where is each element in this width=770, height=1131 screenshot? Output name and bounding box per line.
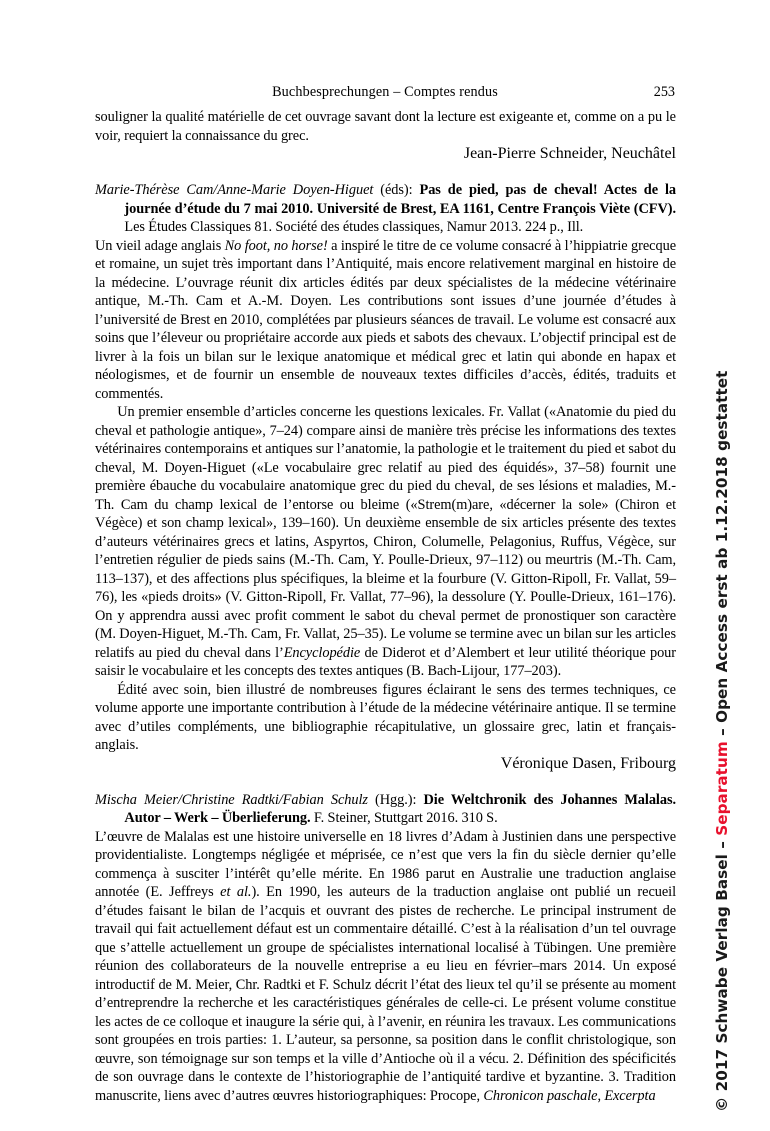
review-2-title: Die Weltchronik des Johannes Malalas. Autor – Werk – Überlieferung.	[124, 791, 676, 826]
review-heading-2	[95, 791, 676, 828]
review-1-byline: Véronique Dasen, Fribourg	[500, 754, 676, 772]
run-italic: Encyclopédie	[283, 644, 361, 661]
text-column	[95, 108, 676, 1105]
run-text: a inspiré le titre de ce volume consacré à l’hippiatrie grecque et romaine, un sujet très important dans l’Antiquité, mais encore relativement marginal en histoire de la médecine. L’ouvrage réunit dix articles édités par deux spécialistes de la médecine vétérinaire antique, M.-Th. Cam et A.-M. Doyen. Les contributions sont issues d’une journée d’études à l’université de Brest en 2010, complétées par plusieurs séances de travail. Le volume est consacré aux soins que l’éleveur ou propriétaire accorde aux pieds et sabots des chevaux. L’objectif principal est de livrer à la fois un bilan sur le lexique anatomique et médical grec et latin qui abonde en hapax et néologismes, et de fournir un ensemble de nouveaux textes difficiles d’accès, édités, traduits et commentés.	[95, 237, 676, 402]
continued-review-paragraph	[95, 108, 676, 145]
review-1-authors: Marie-Thérèse Cam/Anne-Marie Doyen-Higuet	[95, 182, 374, 198]
review-1-role: (éds):	[373, 182, 420, 198]
review-1-paragraph-3	[95, 681, 676, 755]
running-head-title: Buchbesprechungen – Comptes rendus	[272, 84, 498, 100]
review-1-title: Pas de pied, pas de cheval! Actes de la journée d’étude du 7 mai 2010. Université de Brest, EA 1161, Centre François Viète (CFV).	[124, 182, 676, 217]
run-italic: Chronicon paschale	[483, 1087, 598, 1104]
continued-review-text: souligner la qualité matérielle de cet ouvrage savant dont la lecture est exigeante et, comme on a pu le voir, requiert la connaissance du grec.	[95, 109, 676, 144]
page-number: 253	[653, 84, 675, 100]
run-italic: Excerpta	[604, 1087, 656, 1104]
section-gap	[95, 163, 676, 181]
review-heading-1	[95, 181, 676, 237]
section-gap	[95, 773, 676, 791]
run-text: L’œuvre de Malalas est une histoire universelle en 18 livres d’Adam à Justinien dans une perspective providentialiste. Longtemps négligée et méprisée, ce n’est que vers la fin du siècle dernier qu’elle commença à susciter l’intérêt qu’elle mérite. En 1986 parut en Australie une traduction anglaise annotée (E. Jeffreys	[95, 828, 676, 900]
review-2-role: (Hgg.):	[367, 791, 424, 808]
review-2-paragraph-1	[95, 828, 676, 1106]
review-1-byline-row	[95, 755, 676, 773]
review-1-paragraph-2	[95, 403, 676, 681]
running-head	[95, 82, 675, 102]
continued-review-byline-row	[95, 145, 676, 163]
run-italic: No foot, no horse!	[224, 237, 328, 254]
review-2-authors: Mischa Meier/Christine Radtki/Fabian Schulz	[95, 791, 368, 808]
sidenote-separatum-label: Separatum	[713, 741, 731, 836]
continued-review-byline: Jean-Pierre Schneider, Neuchâtel	[463, 145, 676, 162]
run-text: Édité avec soin, bien illustré de nombreuses figures éclairant le sens des termes techniques, ce volume apporte une importante contribution à l’étude de la médecine vétérinaire antique. Il se termine avec d’utiles compléments, une bibliographie récapitulative, un glossaire grec, latin et français-anglais.	[95, 681, 676, 753]
sidenote-prefix: © 2017 Schwabe Verlag Basel –	[713, 835, 731, 1112]
run-italic: et al.	[220, 884, 252, 900]
sidenote-suffix: – Open Access erst ab 1.12.2018 gestattet	[713, 370, 731, 742]
review-1-paragraph-1	[95, 237, 676, 404]
run-text: ). En 1990, les auteurs de la traduction anglaise ont publié un recueil d’études faisant le bilan de l’acquis et ouvrant des pistes de recherche. Le principal instrument de travail qui fait actuellement défaut est un commentaire détaillé. C’est à la réalisation d’un tel ouvrage que s’attelle actuellement un groupe de spécialistes international localisé à Tübingen. Une première réunion des collaborateurs de la nouvelle entreprise a eu lieu en février–mars 2014. Un exposé introductif de M. Meier, Chr. Radtki et F. Schulz décrit l’état des lieux tel qu’il se présente au moment d’entreprendre la recherche et les caractéristiques générales de celle-ci. Le présent volume constitue les actes de ce colloque et inaugure la série qui, à l’avenir, en réunira les travaux. Les communications sont groupées en trois parties: 1. L’auteur, sa personne, sa position dans le conflit christologique, son œuvre, son témoignage sur son temps et la ville d’Antioche où il a vécu. 2. Définition des spécificités de son ouvrage dans le contexte de l’historiographie de l’antiquité tardive et byzantine. 3. Tradition manuscrite, liens avec d’autres œuvres historiographiques: Procope,	[95, 884, 676, 1104]
run-text: de Diderot et d’Alembert et leur utilité théorique pour saisir le vocabulaire et les concepts des textes antiques (B. Bach-Lijour, 177–203).	[95, 644, 676, 679]
review-1-imprint: Les Études Classiques 81. Société des études classiques, Namur 2013. 224 p., Ill.	[124, 219, 584, 235]
review-2-imprint: F. Steiner, Stuttgart 2016. 310 S.	[310, 810, 498, 826]
run-text: Un vieil adage anglais	[95, 237, 225, 254]
run-text: Un premier ensemble d’articles concerne les questions lexicales. Fr. Vallat («Anatomie du pied du cheval et pathologie antique», 7–24) compare ainsi de manière très précise les informations des textes vétérinaires contemporains et antiques sur l’anatomie, la pathologie et le traitement du pied et sabot du cheval, M. Doyen-Higuet («Le vocabulaire grec relatif au pied des équidés», 37–58) fournit une première ébauche du vocabulaire anatomique grec du pied du cheval, de ses lésions et maladies, M.-Th. Cam du champ lexical de l’entorse ou bleime («Strem(m)are, «décerner la sole» (Chiron et Végèce) et son champ lexical», 139–160). Un deuxième ensemble de six articles présente des textes d’auteurs vétérinaires grecs et latins, Aspyrtos, Chiron, Columelle, Pelagonius, Ruffus, Végèce, sur l’entretien régulier de pieds sains (M.-Th. Cam, Y. Poulle-Drieux, 97–112) ou meurtris (M.-Th. Cam, 113–137), et des affections plus spécifiques, la bleime et la fourbure (V. Gitton-Ripoll, Fr. Vallat, 59–76), les «pieds droits» (V. Gitton-Ripoll, Fr. Vallat, 77–96), la dessolure (Y. Poulle-Drieux, 161–176). On y apprendra aussi avec profit comment le sabot du cheval permet de pronostiquer son caractère (M. Doyen-Higuet, M.-Th. Cam, Fr. Vallat, 25–35). Le volume se termine avec un bilan sur les articles relatifs au pied du cheval dans l’	[95, 404, 676, 661]
copyright-sidenote	[707, 370, 737, 1112]
run-text: ,	[597, 1087, 605, 1104]
